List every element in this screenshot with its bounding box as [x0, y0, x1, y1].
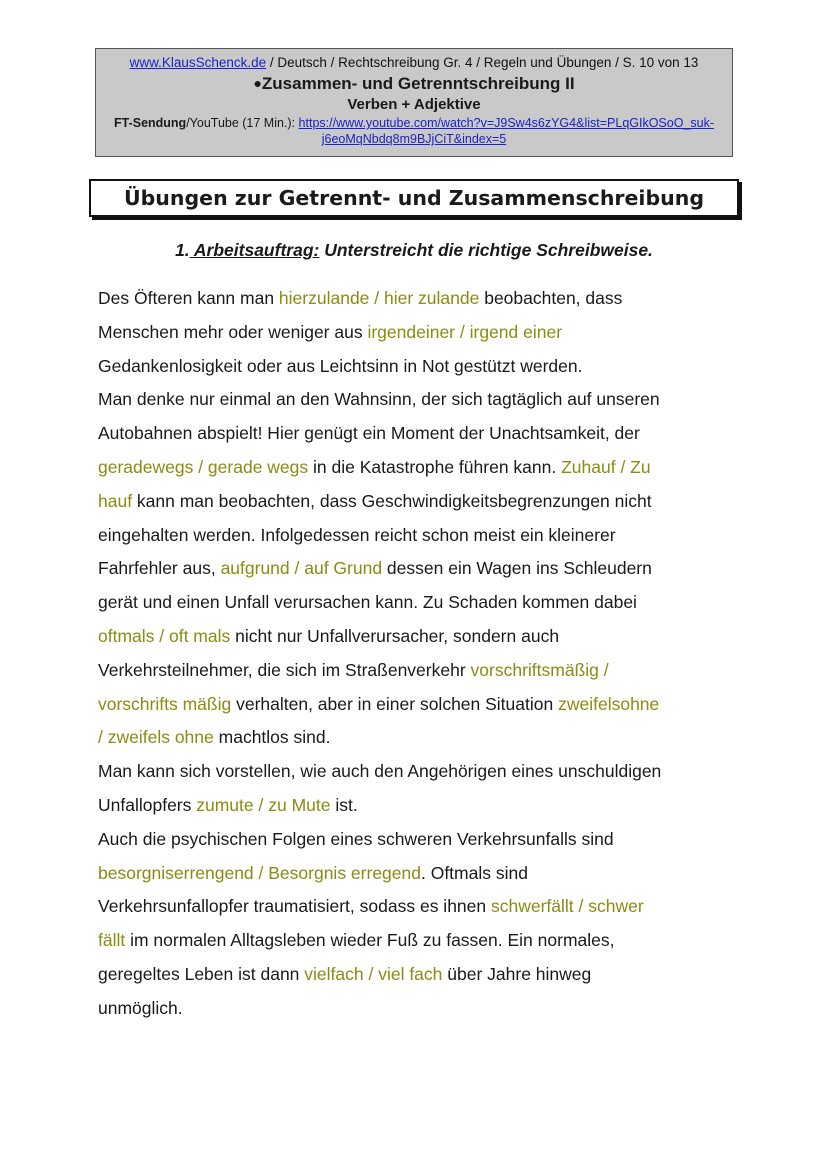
text-line: [98, 519, 748, 553]
text-segment: unmöglich.: [98, 997, 183, 1018]
text-line: [98, 654, 748, 688]
text-segment: Gedankenlosigkeit oder aus Leichtsinn in Not gestützt werden.: [98, 355, 583, 376]
text-segment: Verkehrsteilnehmer, die sich im Straßenverkehr: [98, 659, 471, 680]
youtube-link-continued[interactable]: j6eoMqNbdq8m9BJjCiT&index=5: [321, 132, 507, 146]
spelling-option[interactable]: oftmals / oft mals: [98, 625, 231, 646]
task-label: Arbeitsauftrag:: [189, 240, 320, 260]
text-segment: . Oftmals sind: [420, 862, 528, 883]
text-line: [98, 857, 748, 891]
text-line: [98, 688, 748, 722]
text-segment: über Jahre hinweg: [442, 963, 592, 984]
text-line: [98, 417, 748, 451]
text-segment: Fahrfehler aus,: [98, 558, 221, 579]
text-line: [98, 958, 748, 992]
spelling-option[interactable]: vorschriftsmäßig /: [470, 659, 609, 680]
text-line: [98, 721, 748, 755]
text-segment: in die Katastrophe führen kann.: [308, 456, 562, 477]
spelling-option[interactable]: zumute / zu Mute: [196, 794, 331, 815]
text-line: [98, 350, 748, 384]
page-subtitle: Verben + Adjektive: [347, 96, 481, 113]
text-line: [98, 823, 748, 857]
text-line: [98, 586, 748, 620]
bullet-icon: ●: [253, 75, 262, 91]
text-segment: Des Öfteren kann man: [98, 288, 279, 308]
spelling-option[interactable]: Zuhauf / Zu: [561, 456, 651, 477]
text-segment: Menschen mehr oder weniger aus: [98, 321, 368, 342]
spelling-option[interactable]: zweifelsohne: [558, 693, 660, 714]
spelling-option[interactable]: hierzulande / hier zulande: [278, 288, 480, 308]
text-segment: Unfallopfers: [98, 794, 197, 815]
header-path-line: [96, 54, 732, 71]
text-segment: kann man beobachten, dass Geschwindigkeitsbegrenzungen nicht: [132, 490, 652, 511]
text-line: [98, 316, 748, 350]
text-segment: Autobahnen abspielt! Hier genügt ein Moment der Unachtsamkeit, der: [98, 423, 640, 444]
text-line: [98, 890, 748, 924]
text-line: [98, 383, 748, 417]
text-segment: Man kann sich vorstellen, wie auch den Angehörigen eines unschuldigen: [98, 761, 662, 782]
spelling-option[interactable]: vorschrifts mäßig: [98, 693, 232, 714]
task-text: Unterstreicht die richtige Schreibweise.: [319, 240, 653, 260]
spelling-option[interactable]: besorgniserrengend / Besorgnis erregend: [98, 862, 421, 883]
document-header: [95, 48, 733, 157]
text-segment: Verkehrsunfallopfer traumatisiert, sodass es ihnen: [98, 896, 491, 917]
text-segment: verhalten, aber in einer solchen Situation: [231, 693, 559, 714]
exercise-text: [98, 282, 748, 1026]
page-title-text: Zusammen- und Getrenntschreibung II: [261, 74, 575, 93]
text-line: [98, 992, 748, 1026]
spelling-option[interactable]: vielfach / viel fach: [304, 963, 443, 984]
text-segment: Man denke nur einmal an den Wahnsinn, der sich tagtäglich auf unseren: [98, 389, 660, 410]
text-line: [98, 282, 748, 316]
task-number: 1.: [175, 240, 190, 260]
task-instruction: [0, 240, 828, 261]
page-title: [96, 72, 732, 95]
breadcrumb-path: / Deutsch / Rechtschreibung Gr. 4 / Regeln und Übungen / S. 10 von 13: [266, 55, 699, 70]
spelling-option[interactable]: / zweifels ohne: [98, 727, 214, 748]
youtube-link-continued-line: [96, 131, 732, 147]
section-title: Übungen zur Getrennt- und Zusammenschreibung: [89, 179, 739, 217]
spelling-option[interactable]: aufgrund / auf Grund: [220, 558, 383, 579]
text-segment: im normalen Alltagsleben wieder Fuß zu fassen. Ein normales,: [125, 930, 615, 951]
spelling-option[interactable]: schwerfällt / schwer: [490, 896, 644, 917]
spelling-option[interactable]: irgendeiner / irgend einer: [367, 321, 563, 342]
sendung-label: FT-Sendung: [113, 116, 187, 130]
text-line: [98, 451, 748, 485]
text-segment: gerät und einen Unfall verursachen kann. Zu Schaden kommen dabei: [98, 592, 637, 613]
site-link[interactable]: www.KlausSchenck.de: [129, 55, 267, 70]
sendung-info: /YouTube (17 Min.):: [186, 116, 299, 130]
text-line: [98, 485, 748, 519]
sendung-line: [96, 115, 732, 131]
text-line: [98, 620, 748, 654]
text-segment: machtlos sind.: [213, 727, 331, 748]
text-segment: geregeltes Leben ist dann: [98, 963, 305, 984]
text-segment: nicht nur Unfallverursacher, sondern auch: [230, 625, 560, 646]
spelling-option[interactable]: hauf: [98, 490, 133, 511]
text-segment: dessen ein Wagen ins Schleudern: [382, 558, 652, 579]
text-segment: eingehalten werden. Infolgedessen reicht schon meist ein kleinerer: [98, 524, 616, 545]
spelling-option[interactable]: fällt: [98, 930, 126, 951]
text-line: [98, 924, 748, 958]
text-line: [98, 789, 748, 823]
text-segment: Auch die psychischen Folgen eines schweren Verkehrsunfalls sind: [98, 828, 614, 849]
text-line: [98, 755, 748, 789]
text-line: [98, 552, 748, 586]
text-segment: ist.: [330, 794, 358, 815]
spelling-option[interactable]: geradewegs / gerade wegs: [98, 456, 309, 477]
text-segment: beobachten, dass: [479, 288, 623, 308]
youtube-link[interactable]: https://www.youtube.com/watch?v=J9Sw4s6zYG4&list=PLqGIkOSoO_suk-: [298, 116, 715, 130]
